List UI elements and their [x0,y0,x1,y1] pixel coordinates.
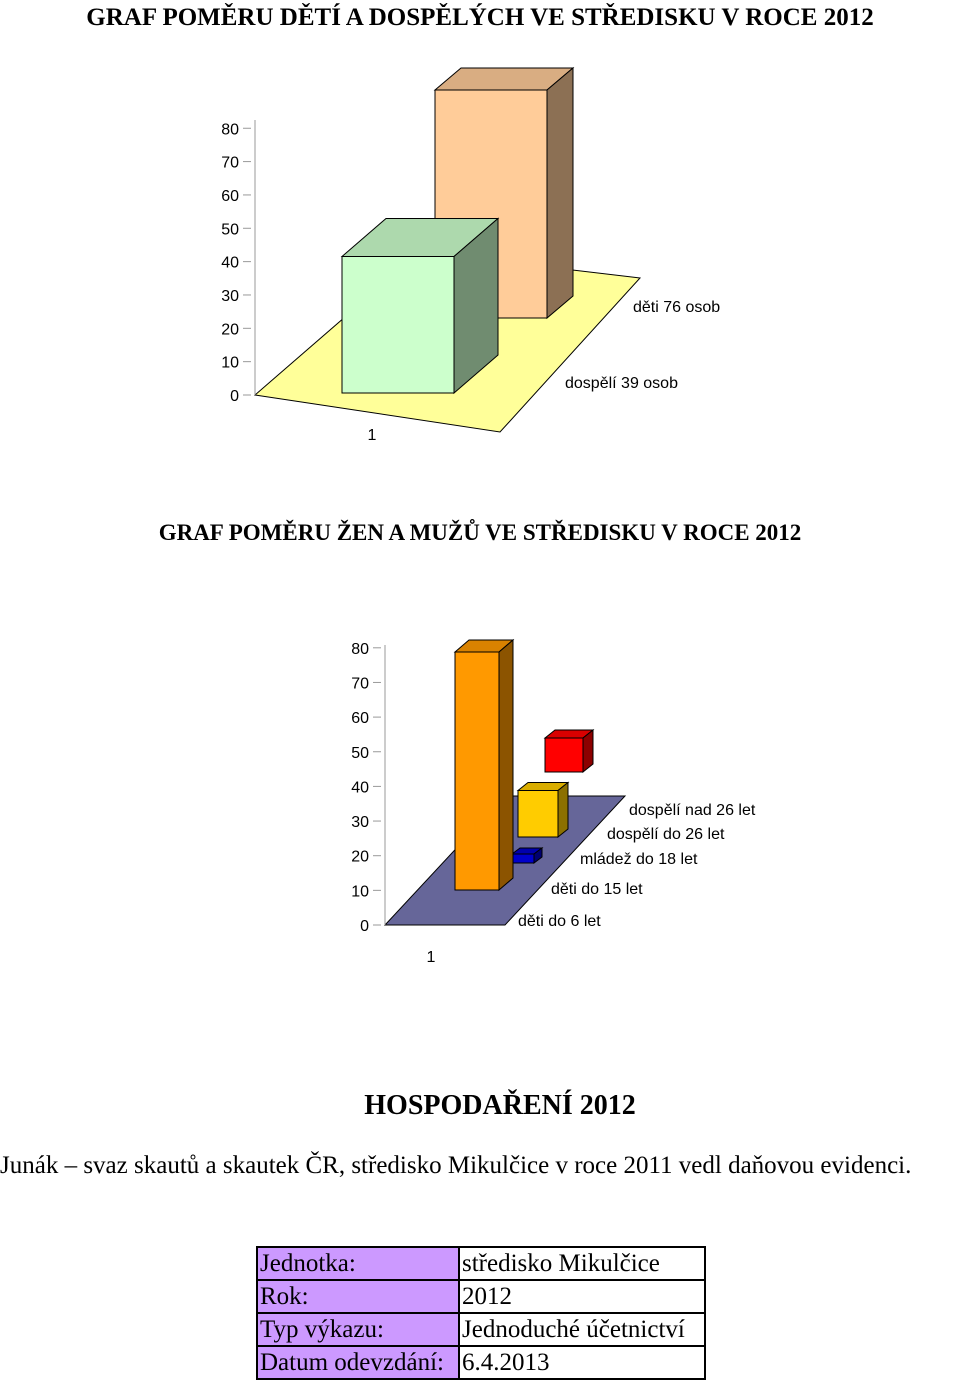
chart2-series-label-1: děti do 15 let [551,881,643,898]
table-value: Jednoduché účetnictví [459,1313,705,1346]
chart2-bar-3-side [558,783,568,838]
chart2-series-label-2: mládež do 18 let [580,851,698,868]
chart2-bar-4-front [545,738,583,772]
chart1-y-tick-label: 10 [221,354,239,372]
chart2-series-label-0: děti do 6 let [518,913,601,930]
table-value: 6.4.2013 [459,1346,705,1379]
table-label: Datum odevzdání: [257,1346,459,1379]
chart2-bar-4 [545,730,593,772]
table-value: středisko Mikulčice [459,1247,705,1280]
table-row [257,1247,705,1280]
chart2-category-label: 1 [426,949,436,966]
chart1-title: GRAF POMĚRU DĚTÍ A DOSPĚLÝCH VE STŘEDISKU V ROCE 2012 [86,4,874,31]
table-row [257,1346,705,1379]
chart2-bar-1 [455,640,513,890]
table-label: Typ výkazu: [257,1313,459,1346]
chart1-bar-adults-front [342,257,454,394]
chart1-bar-adults [342,219,498,394]
chart1 [0,60,960,460]
table-row [257,1280,705,1313]
chart2-y-tick-label: 30 [351,814,369,832]
chart2-bar-1-side [499,640,513,890]
chart2-series-label-3: dospělí do 26 let [607,826,725,843]
table-label: Jednotka: [257,1247,459,1280]
table-label: Rok: [257,1280,459,1313]
chart2-bar-3-front [518,791,558,838]
chart2-y-tick-label: 60 [351,710,369,728]
table-value: 2012 [459,1280,705,1313]
chart2-title: GRAF POMĚRU ŽEN A MUŽŮ VE STŘEDISKU V ROCE 2012 [158,520,802,545]
chart1-y-tick-label: 20 [221,321,239,339]
chart2-y-tick-label: 10 [351,883,369,901]
chart2-y-tick-label: 0 [360,918,369,935]
section-heading: HOSPODAŘENÍ 2012 [364,1090,636,1121]
chart1-series-label-children: děti 76 osob [633,299,721,316]
chart2-bar-2-front [512,854,534,863]
chart2-bar-1-front [455,652,499,890]
chart1-bar-children-side [547,68,573,318]
chart2-y-tick-label: 80 [351,640,369,658]
chart2-y-tick-label: 20 [351,848,369,866]
chart2-bar-4-side [583,730,593,772]
chart1-y-tick-label: 40 [221,254,239,272]
chart2-y-tick-label: 70 [351,675,369,693]
chart2-bar-3 [518,783,568,838]
chart1-y-tick-label: 80 [221,121,239,139]
chart1-y-tick-label: 70 [221,154,239,172]
table-row [257,1313,705,1346]
chart2-y-tick-label: 40 [351,779,369,797]
intro-paragraph: Junák – svaz skautů a skautek ČR, středisko Mikulčice v roce 2011 vedl daňovou evidenci. [0,1152,912,1179]
chart1-y-tick-label: 30 [221,287,239,305]
chart2-y-tick-label: 50 [351,744,369,762]
chart2-series-label-4: dospělí nad 26 let [629,802,756,819]
chart1-y-tick-label: 0 [230,388,239,405]
chart1-y-tick-label: 50 [221,221,239,239]
chart1-category-label: 1 [367,427,377,444]
chart1-series-label-adults: dospělí 39 osob [565,375,678,392]
chart1-y-tick-label: 60 [221,187,239,205]
report-info-table [256,1246,706,1380]
chart2-bar-2 [512,848,542,863]
chart2 [0,620,960,980]
